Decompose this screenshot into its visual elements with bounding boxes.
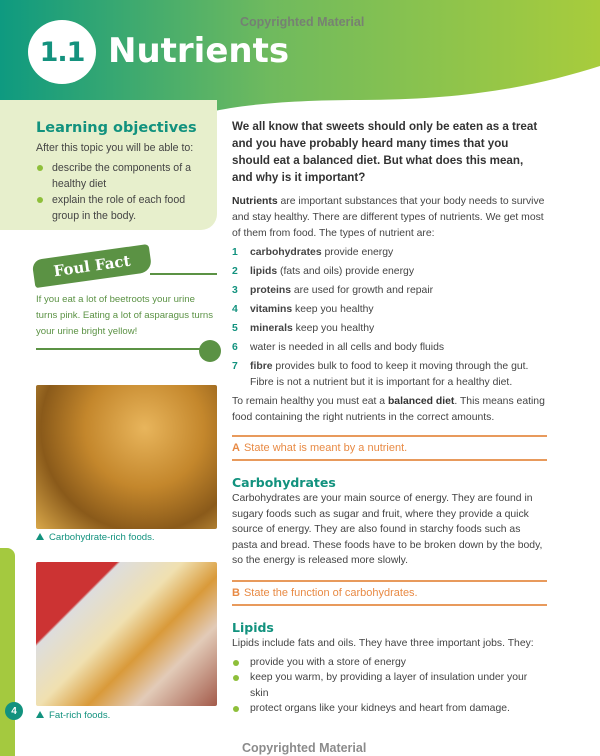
item-number: 6 — [232, 342, 238, 353]
foul-fact-text: If you eat a lot of beetroots your urine turns pink. Eating a lot of asparagus turns your urine bright yellow! — [36, 294, 214, 337]
term: vitamins — [250, 304, 293, 315]
text: provide you with a store of energy — [250, 656, 406, 668]
nutrients-paragraph — [232, 194, 547, 242]
text: keep you healthy — [292, 323, 375, 334]
objective-item — [36, 192, 214, 224]
divider — [150, 273, 217, 275]
term: fibre — [250, 361, 273, 372]
list-item — [232, 359, 547, 391]
splat-icon — [199, 340, 221, 362]
item-number: 1 — [232, 247, 238, 258]
triangle-icon — [36, 533, 44, 540]
question-b — [232, 580, 547, 606]
carbohydrates-paragraph: Carbohydrates are your main source of energy. They are found in sugary foods such as sugar and fruit, where they provide a quick source of energy. They are also found in starchy foods such as pasta and bread. These foods have to be broken down by the body, so the energy is released more slowly. — [232, 493, 543, 566]
text: provide energy — [321, 247, 394, 258]
list-item — [232, 245, 547, 261]
objectives-heading: Learning objectives — [36, 120, 197, 136]
text: keep you warm, by providing a layer of insulation under your skin — [250, 672, 528, 699]
term: lipids — [250, 266, 278, 277]
objective-text: describe the components of a healthy diet — [52, 162, 191, 190]
list-item — [232, 321, 547, 337]
fat-foods-photo — [36, 562, 217, 706]
lipids-heading: Lipids — [232, 619, 274, 635]
question-letter: B — [232, 586, 240, 599]
objective-item — [36, 160, 214, 192]
text: . This means eating food containing the right nutrients in the correct amounts. — [232, 396, 545, 423]
lipids-paragraph: Lipids include fats and oils. They have three important jobs. They: — [232, 637, 534, 649]
text: protect organs like your kidneys and heart from damage. — [250, 703, 510, 714]
foul-fact-label: Foul Fact — [32, 244, 153, 288]
caption-text: Carbohydrate-rich foods. — [49, 532, 155, 543]
carbohydrate-foods-photo — [36, 385, 217, 529]
list-item — [232, 283, 547, 299]
watermark-bottom: Copyrighted Material — [242, 741, 367, 755]
lipids-list — [232, 655, 547, 717]
question-text: State the function of carbohydrates. — [243, 586, 418, 599]
page-number: 4 — [5, 702, 23, 720]
intro-lead: We all know that sweets should only be eaten as a treat and you have probably heard many times that you should eat a balanced diet. But what does this mean, and why is it important? — [232, 120, 538, 184]
photo-caption — [36, 532, 155, 543]
question-a — [232, 435, 547, 461]
carbohydrates-heading: Carbohydrates — [232, 475, 336, 490]
caption-text: Fat-rich foods. — [49, 710, 111, 721]
term: balanced diet — [387, 396, 455, 407]
list-item — [232, 670, 547, 701]
term: Nutrients — [232, 196, 278, 207]
bullet-icon — [233, 675, 239, 681]
text: water is needed in all cells and body fluids — [250, 342, 445, 353]
question-letter: A — [232, 442, 240, 454]
text: are important substances that your body needs to survive and stay healthy. There are different types of nutrients. We get most of them from food. The types of nutrient are: — [232, 196, 545, 239]
text: are used for growth and repair — [291, 285, 434, 296]
list-item — [232, 302, 547, 318]
watermark-top: Copyrighted Material — [240, 15, 365, 29]
photo-caption — [36, 710, 110, 721]
item-number: 4 — [232, 304, 238, 315]
divider — [36, 348, 201, 350]
item-number: 2 — [232, 266, 238, 277]
text: (fats and oils) provide energy — [277, 266, 415, 277]
objective-text: explain the role of each food group in the body. — [52, 194, 186, 222]
triangle-icon — [36, 711, 44, 718]
question-text: State what is meant by a nutrient. — [243, 442, 408, 454]
list-item — [232, 264, 547, 280]
section-number-badge: 1.1 — [28, 20, 96, 84]
item-number: 5 — [232, 323, 238, 334]
list-item — [232, 340, 547, 356]
text: keep you healthy — [292, 304, 374, 315]
objectives-intro: After this topic you will be able to: — [36, 142, 194, 154]
list-item — [232, 655, 547, 671]
term: minerals — [250, 323, 293, 334]
bullet-icon — [37, 165, 43, 171]
bullet-icon — [233, 660, 239, 666]
text: provides bulk to food to keep it moving through the gut. Fibre is not a nutrient but it is important for a healthy diet. — [250, 361, 529, 388]
item-number: 3 — [232, 285, 238, 296]
side-strip — [0, 548, 15, 756]
balanced-diet-paragraph — [232, 394, 547, 426]
nutrient-list — [232, 245, 547, 391]
learning-objectives-panel — [0, 100, 217, 230]
list-item — [232, 701, 547, 717]
bullet-icon — [37, 197, 43, 203]
main-content — [232, 118, 547, 717]
term: proteins — [250, 285, 291, 296]
term: carbohydrates — [250, 247, 322, 258]
text: To remain healthy you must eat a — [232, 396, 388, 407]
bullet-icon — [233, 706, 239, 712]
page-title: Nutrients — [108, 31, 290, 71]
item-number: 7 — [232, 361, 238, 372]
